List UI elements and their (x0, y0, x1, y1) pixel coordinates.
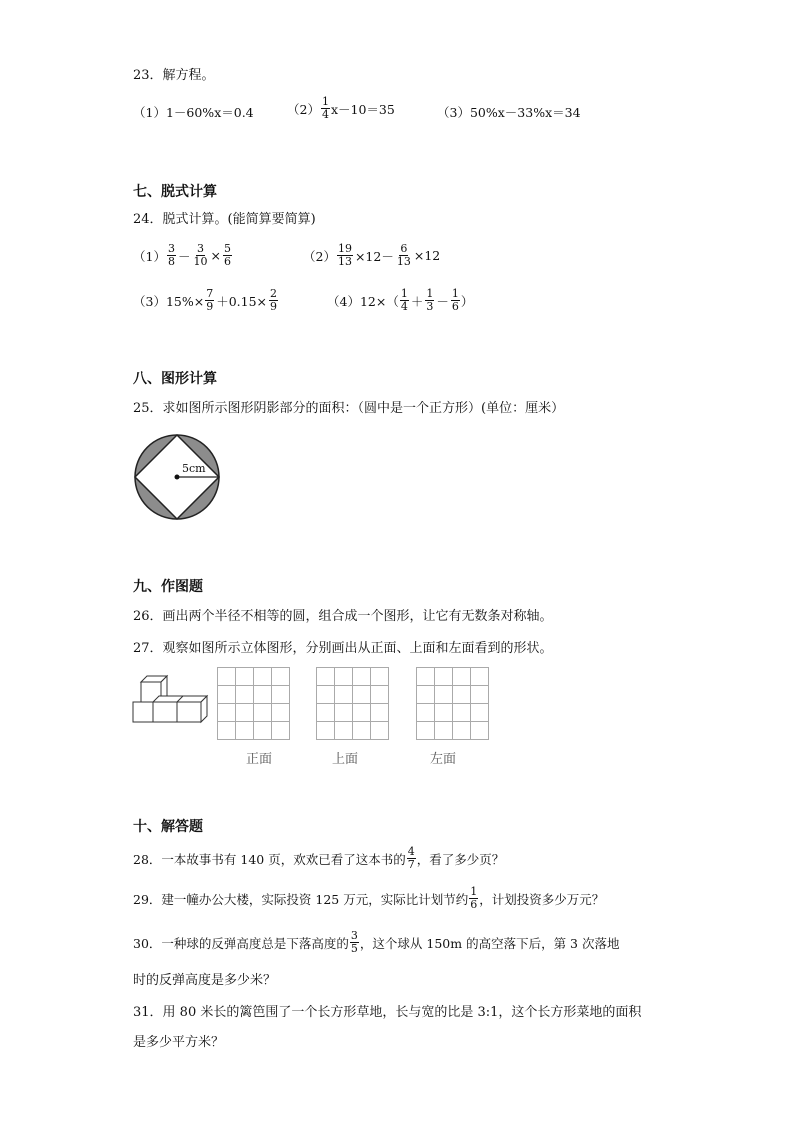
q24-part2 (303, 243, 441, 268)
q27-text: 27．观察如图所示立体图形，分别画出从正面、上面和左面看到的形状。 (133, 641, 553, 656)
fraction: $\frac{3}{8}$ (167, 242, 175, 268)
q24-part1-label: （1） (133, 248, 166, 264)
q31-line2: 是多少平方米？ (133, 1035, 225, 1050)
cube-solid-figure (131, 674, 211, 736)
center-dot (175, 475, 180, 480)
fraction: $\frac{6}{13}$ (396, 242, 411, 268)
closing-paren: ） (460, 293, 474, 309)
section-9-heading: 九、作图题 (133, 579, 203, 595)
section-10-heading: 十、解答题 (133, 819, 203, 835)
operator: ＋ (410, 293, 424, 309)
q23-part3: （3）50%x－33%x＝34 (437, 105, 581, 120)
fraction: $\frac{3}{5}$ (350, 929, 358, 955)
operator: ×12－ (354, 248, 394, 264)
q24-part3-label: （3）15%× (133, 293, 205, 309)
q24-title: 24．脱式计算。(能简算要简算) (133, 212, 316, 227)
q30-post: ，这个球从 150m 的高空落下后，第 3 次落地 (359, 935, 620, 951)
q28-text (133, 846, 504, 871)
q24-part3 (133, 288, 279, 313)
left-view-grid[interactable] (416, 667, 489, 740)
q23-part2-rest: x－10＝35 (330, 101, 395, 117)
fraction: $\frac{19}{13}$ (337, 242, 352, 268)
circle-square-figure (132, 432, 222, 522)
q23-part2 (287, 96, 395, 121)
left-view-label: 左面 (430, 752, 457, 767)
q28-post: ，看了多少页？ (416, 851, 505, 867)
q30-text (133, 930, 619, 955)
operator: － (177, 248, 191, 264)
q28-pre: 28．一本故事书有 140 页，欢欢已看了这本书的 (133, 851, 406, 867)
front-view-label: 正面 (246, 752, 273, 767)
q23-part1: （1）1－60%x＝0.4 (133, 105, 254, 120)
fraction: $\frac{1}{3}$ (426, 287, 434, 313)
q30-line2: 时的反弹高度是多少米？ (133, 973, 277, 988)
operator: ＋0.15× (216, 293, 268, 309)
fraction: $\frac{7}{9}$ (206, 287, 214, 313)
q26-text: 26．画出两个半径不相等的圆，组合成一个图形，让它有无数条对称轴。 (133, 609, 553, 624)
top-view-label: 上面 (332, 752, 359, 767)
front-view-grid[interactable] (217, 667, 290, 740)
radius-label: 5cm (182, 462, 206, 475)
section-8-heading: 八、图形计算 (133, 371, 217, 387)
operator: ×12 (413, 248, 441, 263)
q24-part4 (327, 288, 473, 313)
q25-title: 25．求如图所示图形阴影部分的面积：（圆中是一个正方形）(单位：厘米） (133, 401, 565, 416)
q29-text (133, 886, 604, 911)
q29-pre: 29．建一幢办公大楼，实际投资 125 万元，实际比计划节约 (133, 891, 469, 907)
q24-part4-label: （4）12×（ (327, 293, 399, 309)
operator: － (436, 293, 449, 309)
q30-pre: 30．一种球的反弹高度总是下落高度的 (133, 935, 349, 951)
operator: × (210, 248, 221, 263)
top-view-grid[interactable] (316, 667, 389, 740)
fraction: $\frac{1}{6}$ (470, 885, 478, 911)
fraction: $\frac{4}{7}$ (407, 845, 415, 871)
fraction: $\frac{2}{9}$ (270, 287, 278, 313)
q29-post: ，计划投资多少万元？ (479, 891, 605, 907)
q23-part2-label: （2） (287, 101, 320, 117)
fraction: $\frac{1}{6}$ (451, 287, 459, 313)
fraction: $\frac{1}{4}$ (321, 95, 329, 121)
fraction: $\frac{1}{4}$ (400, 287, 408, 313)
q31-line1: 31．用 80 米长的篱笆围了一个长方形草地，长与宽的比是 3:1，这个长方形菜地的面积 (133, 1005, 642, 1020)
q24-part1 (133, 243, 233, 268)
fraction: $\frac{5}{6}$ (223, 242, 231, 268)
section-7-heading: 七、脱式计算 (133, 184, 217, 200)
q24-part2-label: （2） (303, 248, 336, 264)
fraction: $\frac{3}{10}$ (193, 242, 208, 268)
q23-title: 23．解方程。 (133, 68, 215, 83)
